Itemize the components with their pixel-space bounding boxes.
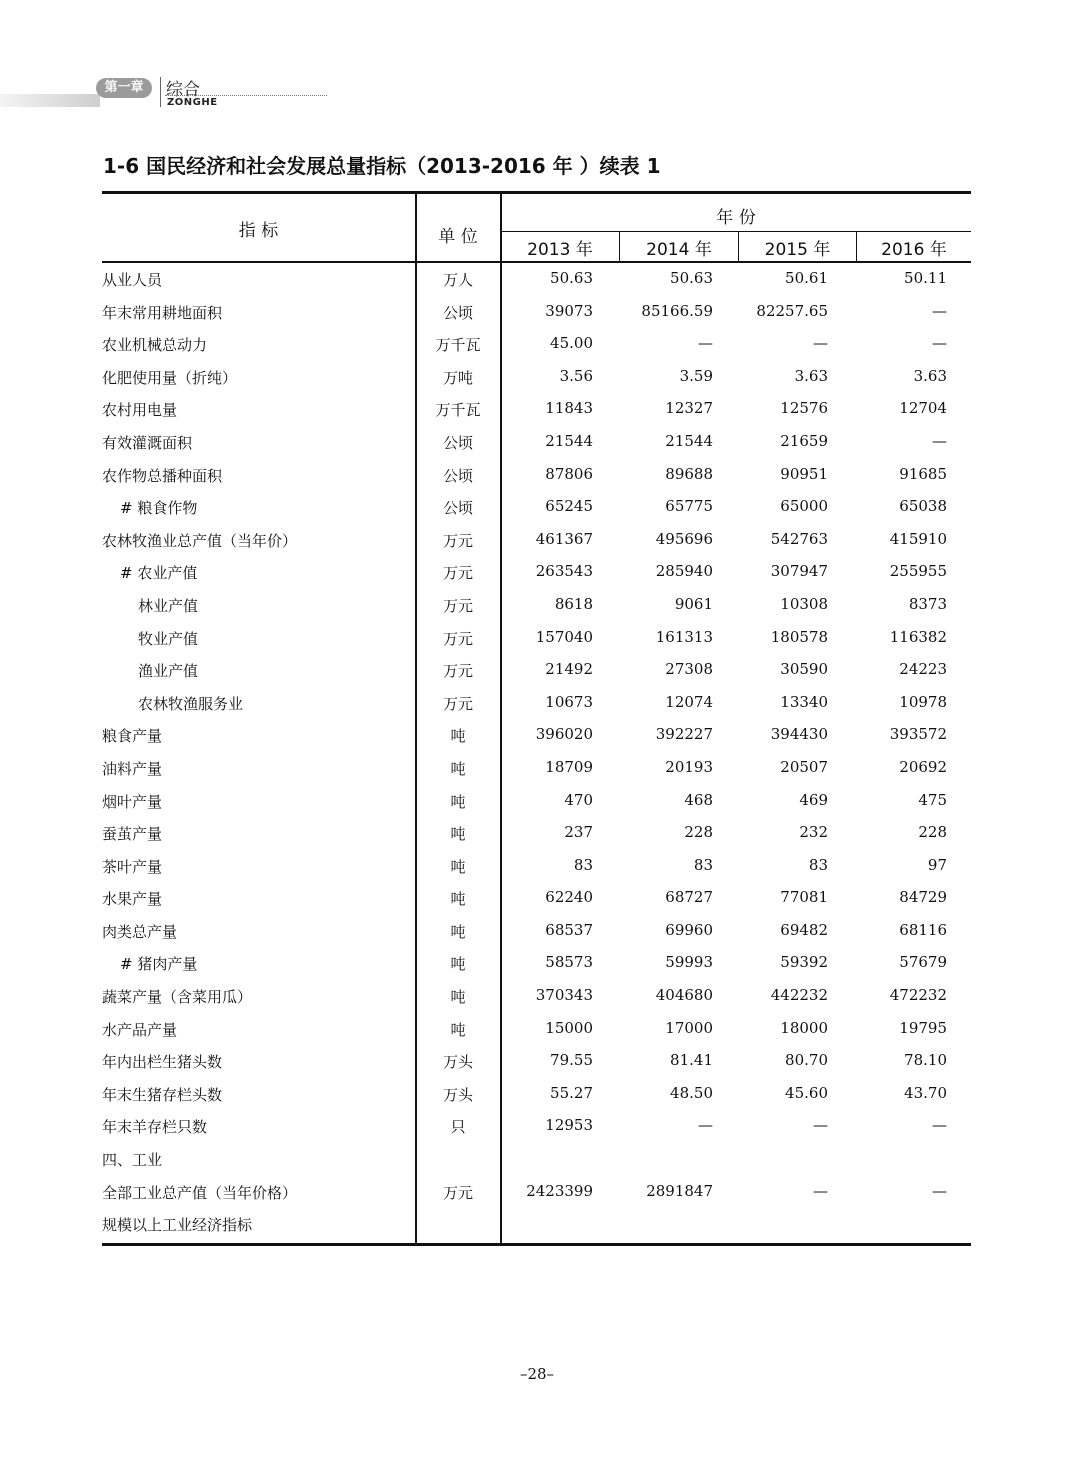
value-cell: 12074 <box>665 692 713 711</box>
indicator-cell: 牧业产值 <box>138 629 199 648</box>
table-body <box>102 263 971 1241</box>
table-top-rule <box>102 191 971 194</box>
table-row <box>102 947 971 980</box>
value-cell: 3.56 <box>559 366 593 385</box>
value-cell: 62240 <box>545 888 593 907</box>
value-cell: 68116 <box>899 920 947 939</box>
value-cell: 27308 <box>665 660 713 679</box>
value-cell: 89688 <box>665 464 713 483</box>
value-cell: 43.70 <box>904 1083 947 1102</box>
value-cell: 15000 <box>545 1018 593 1037</box>
value-cell: 81.41 <box>670 1051 713 1070</box>
value-cell: 415910 <box>889 529 947 548</box>
indicator-cell: 油料产量 <box>102 759 163 778</box>
value-cell: 393572 <box>889 725 947 744</box>
value-cell: 50.61 <box>785 269 828 287</box>
value-cell: 91685 <box>899 464 947 483</box>
table-row <box>102 980 971 1013</box>
value-cell: 50.11 <box>904 269 947 287</box>
value-cell: 10308 <box>780 594 828 613</box>
unit-cell: 公顷 <box>442 303 473 322</box>
unit-cell: 吨 <box>450 922 466 941</box>
indicator-cell: 从业人员 <box>102 271 163 289</box>
value-cell: 392227 <box>655 725 713 744</box>
unit-cell: 吨 <box>450 792 466 811</box>
table-row <box>102 1013 971 1046</box>
value-cell: 461367 <box>535 529 593 548</box>
unit-cell: 吨 <box>450 890 466 909</box>
table-row <box>102 654 971 687</box>
value-cell: 12953 <box>545 1116 593 1135</box>
table-row <box>102 361 971 394</box>
indicator-cell: 有效灌溉面积 <box>102 433 193 452</box>
table-row <box>102 1143 971 1176</box>
table-row <box>102 850 971 883</box>
table-row <box>102 1208 971 1241</box>
value-cell: 472232 <box>889 986 947 1005</box>
table-row <box>102 393 971 426</box>
value-cell: 30590 <box>780 660 828 679</box>
value-cell: 85166.59 <box>641 301 713 320</box>
value-cell: 58573 <box>545 953 593 972</box>
indicator-cell: 林业产值 <box>138 596 199 615</box>
unit-cell: 万千瓦 <box>435 336 481 355</box>
unit-cell: 万头 <box>442 1053 473 1072</box>
indicator-cell: 全部工业总产值（当年价格） <box>102 1183 298 1202</box>
unit-cell: 万元 <box>442 694 473 713</box>
value-cell: 116382 <box>889 627 947 646</box>
unit-cell: 只 <box>450 1118 466 1137</box>
value-cell: 404680 <box>655 986 713 1005</box>
value-cell: 45.60 <box>785 1083 828 1102</box>
value-cell: 65245 <box>545 497 593 516</box>
value-cell: 21544 <box>545 431 593 450</box>
value-cell: — <box>813 1181 828 1200</box>
header-year: 2016 年 <box>881 240 947 260</box>
header-dotted-rule <box>165 95 327 96</box>
value-cell: 69960 <box>665 920 713 939</box>
value-cell: 18000 <box>780 1018 828 1037</box>
header-band <box>0 94 100 107</box>
indicator-cell: 粮食产量 <box>102 727 163 746</box>
table-row <box>102 752 971 785</box>
value-cell: 65000 <box>780 497 828 516</box>
value-cell: 307947 <box>770 562 828 581</box>
table-row <box>102 719 971 752</box>
indicator-cell: 蚕茧产量 <box>102 825 163 844</box>
value-cell: 10673 <box>545 692 593 711</box>
value-cell: 542763 <box>770 529 828 548</box>
chapter-badge: 第一章 <box>96 78 152 98</box>
table-row <box>102 589 971 622</box>
value-cell: 50.63 <box>670 269 713 287</box>
unit-cell: 吨 <box>450 727 466 746</box>
unit-cell: 吨 <box>450 1020 466 1039</box>
unit-cell: 万千瓦 <box>435 401 481 420</box>
value-cell: 12327 <box>665 399 713 418</box>
unit-cell: 吨 <box>450 988 466 1007</box>
unit-cell: 万头 <box>442 1085 473 1104</box>
value-cell: — <box>813 1116 828 1135</box>
table-row <box>102 817 971 850</box>
table-row <box>102 1078 971 1111</box>
value-cell: — <box>932 1181 947 1200</box>
value-cell: 228 <box>918 823 947 842</box>
value-cell: 48.50 <box>670 1083 713 1102</box>
value-cell: — <box>932 334 947 353</box>
indicator-cell: 年内出栏生猪头数 <box>102 1053 223 1072</box>
indicator-cell: 年末生猪存栏头数 <box>102 1085 223 1104</box>
value-cell: 8618 <box>554 594 593 613</box>
value-cell: 69482 <box>780 920 828 939</box>
indicator-cell: 年末羊存栏只数 <box>102 1118 208 1137</box>
table-row <box>102 1110 971 1143</box>
value-cell: 78.10 <box>904 1051 947 1070</box>
table-row <box>102 459 971 492</box>
indicator-cell: 规模以上工业经济指标 <box>102 1216 253 1235</box>
value-cell: 469 <box>799 790 828 809</box>
value-cell: 3.63 <box>794 366 828 385</box>
value-cell: 59993 <box>665 953 713 972</box>
header-year-group: 年 份 <box>716 208 756 228</box>
value-cell: — <box>813 334 828 353</box>
table-row <box>102 328 971 361</box>
table-row <box>102 1045 971 1078</box>
unit-cell: 万元 <box>442 564 473 583</box>
value-cell: 57679 <box>899 953 947 972</box>
value-cell: 20193 <box>665 757 713 776</box>
value-cell: 12576 <box>780 399 828 418</box>
value-cell: 80.70 <box>785 1051 828 1070</box>
value-cell: — <box>698 334 713 353</box>
unit-cell: 吨 <box>450 955 466 974</box>
table-bottom-rule <box>102 1243 971 1246</box>
value-cell: 84729 <box>899 888 947 907</box>
value-cell: 21659 <box>780 431 828 450</box>
value-cell: 82257.65 <box>756 301 828 320</box>
indicator-cell: 水果产量 <box>102 890 163 909</box>
table-row <box>102 915 971 948</box>
indicator-cell: 蔬菜产量（含菜用瓜） <box>102 988 253 1007</box>
unit-cell: 万元 <box>442 1183 473 1202</box>
chapter-divider <box>160 77 161 107</box>
unit-cell: 吨 <box>450 857 466 876</box>
table-row <box>102 785 971 818</box>
value-cell: 83 <box>573 855 593 874</box>
unit-cell: 公顷 <box>442 433 473 452</box>
unit-cell: 吨 <box>450 759 466 778</box>
value-cell: — <box>932 431 947 450</box>
value-cell: 237 <box>564 823 593 842</box>
indicator-cell: 茶叶产量 <box>102 857 163 876</box>
value-cell: 370343 <box>535 986 593 1005</box>
indicator-cell: 农作物总播种面积 <box>102 466 223 485</box>
value-cell: 263543 <box>535 562 593 581</box>
value-cell: 475 <box>918 790 947 809</box>
table-row <box>102 882 971 915</box>
table-row <box>102 524 971 557</box>
indicator-cell: 渔业产值 <box>138 662 199 681</box>
value-cell: 21544 <box>665 431 713 450</box>
value-cell: 77081 <box>780 888 828 907</box>
unit-cell: 公顷 <box>442 466 473 485</box>
indicator-cell: 四、工业 <box>102 1151 163 1170</box>
value-cell: 9061 <box>674 594 713 613</box>
value-cell: 442232 <box>770 986 828 1005</box>
value-cell: 13340 <box>780 692 828 711</box>
table-row <box>102 1176 971 1209</box>
value-cell: 68537 <box>545 920 593 939</box>
unit-cell: 万元 <box>442 662 473 681</box>
value-cell: 2423399 <box>526 1181 593 1200</box>
value-cell: 21492 <box>545 660 593 679</box>
value-cell: 68727 <box>665 888 713 907</box>
table-row <box>102 622 971 655</box>
value-cell: — <box>698 1116 713 1135</box>
value-cell: 20692 <box>899 757 947 776</box>
table-row <box>102 296 971 329</box>
value-cell: 255955 <box>889 562 947 581</box>
indicator-cell: # 猪肉产量 <box>120 955 198 974</box>
value-cell: 65038 <box>899 497 947 516</box>
value-cell: 180578 <box>770 627 828 646</box>
unit-cell: 万人 <box>442 271 473 289</box>
value-cell: 65775 <box>665 497 713 516</box>
value-cell: 232 <box>799 823 828 842</box>
indicator-cell: 水产品产量 <box>102 1020 178 1039</box>
value-cell: 97 <box>927 855 947 874</box>
value-cell: 161313 <box>655 627 713 646</box>
indicator-cell: # 粮食作物 <box>120 499 198 518</box>
table-row <box>102 263 971 296</box>
unit-cell: 公顷 <box>442 499 473 518</box>
indicator-cell: 年末常用耕地面积 <box>102 303 223 322</box>
value-cell: 20507 <box>780 757 828 776</box>
header-year: 2015 年 <box>764 240 831 260</box>
unit-cell: 万元 <box>442 531 473 550</box>
value-cell: 495696 <box>655 529 713 548</box>
indicator-cell: 化肥使用量（折纯） <box>102 368 238 387</box>
value-cell: 50.63 <box>550 269 593 287</box>
table-title: 1-6 国民经济和社会发展总量指标（2013-2016 年 ）续表 1 <box>103 154 661 178</box>
value-cell: 470 <box>564 790 593 809</box>
unit-cell: 万元 <box>442 629 473 648</box>
chapter-subtitle: ZONGHE <box>167 97 218 108</box>
value-cell: — <box>932 301 947 320</box>
value-cell: 228 <box>684 823 713 842</box>
value-cell: 3.63 <box>913 366 947 385</box>
table-row <box>102 556 971 589</box>
indicator-cell: # 农业产值 <box>120 564 198 583</box>
year-group-rule <box>501 231 971 232</box>
value-cell: 19795 <box>899 1018 947 1037</box>
value-cell: 59392 <box>780 953 828 972</box>
value-cell: 39073 <box>545 301 593 320</box>
value-cell: 396020 <box>535 725 593 744</box>
value-cell: 24223 <box>899 660 947 679</box>
value-cell: 11843 <box>545 399 593 418</box>
value-cell: 8373 <box>908 594 947 613</box>
value-cell: 55.27 <box>550 1083 593 1102</box>
header-year: 2014 年 <box>646 240 712 260</box>
value-cell: 394430 <box>770 725 828 744</box>
value-cell: 10978 <box>899 692 947 711</box>
table-row <box>102 491 971 524</box>
value-cell: 468 <box>684 790 713 809</box>
value-cell: 2891847 <box>646 1181 713 1200</box>
value-cell: 45.00 <box>550 334 593 353</box>
indicator-cell: 肉类总产量 <box>102 922 178 941</box>
indicator-cell: 农林牧渔服务业 <box>138 694 244 713</box>
chapter-title: 综合 <box>166 80 200 100</box>
table-row <box>102 426 971 459</box>
unit-cell: 万吨 <box>442 368 473 387</box>
value-cell: 285940 <box>655 562 713 581</box>
header-year: 2013 年 <box>527 240 593 260</box>
table-row <box>102 687 971 720</box>
indicator-cell: 农业机械总动力 <box>102 336 208 355</box>
header-unit: 单 位 <box>438 227 478 247</box>
value-cell: 18709 <box>545 757 593 776</box>
value-cell: 83 <box>808 855 828 874</box>
value-cell: 157040 <box>535 627 593 646</box>
value-cell: — <box>932 1116 947 1135</box>
header-indicator: 指 标 <box>238 221 279 241</box>
value-cell: 79.55 <box>550 1051 593 1070</box>
value-cell: 90951 <box>780 464 828 483</box>
indicator-cell: 烟叶产量 <box>102 792 163 811</box>
value-cell: 17000 <box>665 1018 713 1037</box>
value-cell: 87806 <box>545 464 593 483</box>
value-cell: 12704 <box>899 399 947 418</box>
page-number: –28– <box>519 1365 555 1383</box>
value-cell: 3.59 <box>679 366 713 385</box>
indicator-cell: 农村用电量 <box>102 401 178 420</box>
unit-cell: 吨 <box>450 825 466 844</box>
indicator-cell: 农林牧渔业总产值（当年价） <box>102 531 298 550</box>
value-cell: 83 <box>693 855 713 874</box>
unit-cell: 万元 <box>442 596 473 615</box>
